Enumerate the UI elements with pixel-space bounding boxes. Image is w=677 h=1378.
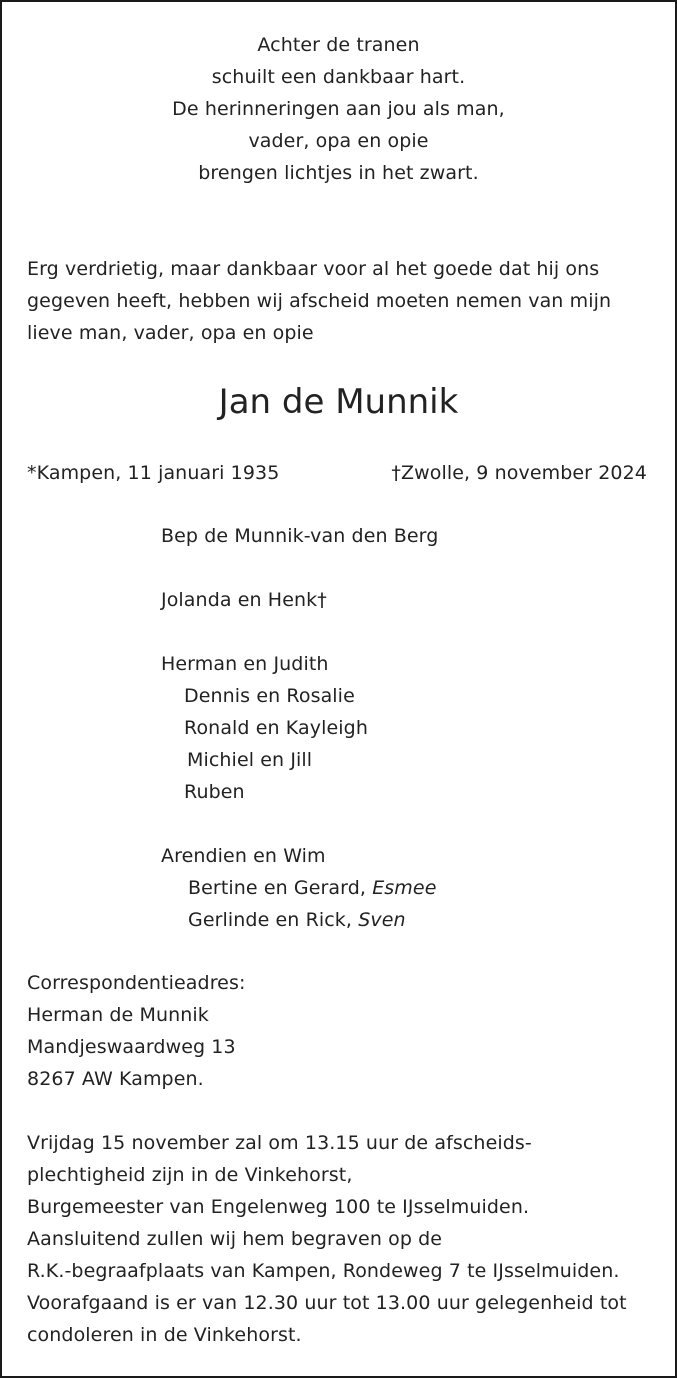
ceremony-line-4: Aansluitend zullen wij hem begraven op de bbox=[27, 1228, 443, 1250]
intro-line-2: gegeven heeft, hebben wij afscheid moeten nemen van mijn bbox=[27, 290, 612, 312]
grandchild-bertine bbox=[188, 872, 437, 904]
intro-line-1: Erg verdrietig, maar dankbaar voor al het goede dat hij ons bbox=[27, 258, 600, 280]
ceremony-line-2: plechtigheid zijn in de Vinkehorst, bbox=[27, 1164, 353, 1186]
grandchild-bertine-couple: Bertine en Gerard, bbox=[188, 877, 373, 899]
ceremony-line-7: condoleren in de Vinkehorst. bbox=[27, 1324, 302, 1346]
grandchild-ronald: Ronald en Kayleigh bbox=[184, 717, 368, 739]
grandchild-michiel: Michiel en Jill bbox=[187, 749, 313, 771]
grandchild-ruben: Ruben bbox=[184, 781, 245, 803]
poem-line-1: Achter de tranen bbox=[257, 34, 420, 56]
great-grandchild-sven: Sven bbox=[358, 909, 406, 931]
ceremony-line-6: Voorafgaand is er van 12.30 uur tot 13.00 uur gelegenheid tot bbox=[27, 1292, 627, 1314]
poem-line-4: vader, opa en opie bbox=[248, 130, 429, 152]
spouse-name: Bep de Munnik-van den Berg bbox=[161, 525, 439, 547]
correspondence-name: Herman de Munnik bbox=[27, 1004, 209, 1026]
poem-line-5: brengen lichtjes in het zwart. bbox=[198, 162, 479, 184]
child-jolanda: Jolanda en Henk† bbox=[161, 589, 327, 611]
correspondence-city: 8267 AW Kampen. bbox=[27, 1068, 204, 1090]
intro-line-3: lieve man, vader, opa en opie bbox=[27, 322, 314, 344]
birth-date: *Kampen, 11 januari 1935 bbox=[27, 462, 280, 484]
child-herman: Herman en Judith bbox=[161, 653, 329, 675]
poem-line-2: schuilt een dankbaar hart. bbox=[211, 66, 466, 88]
ceremony-line-1: Vrijdag 15 november zal om 13.15 uur de afscheids- bbox=[27, 1132, 532, 1154]
child-arendien: Arendien en Wim bbox=[161, 845, 326, 867]
correspondence-street: Mandjeswaardweg 13 bbox=[27, 1036, 236, 1058]
ceremony-line-3: Burgemeester van Engelenweg 100 te IJsselmuiden. bbox=[27, 1196, 530, 1218]
ceremony-line-5: R.K.-begraafplaats van Kampen, Rondeweg 7 te IJsselmuiden. bbox=[27, 1260, 620, 1282]
grandchild-gerlinde bbox=[188, 904, 406, 936]
death-date: †Zwolle, 9 november 2024 bbox=[391, 462, 647, 484]
poem-line-3: De herinneringen aan jou als man, bbox=[172, 98, 505, 120]
grandchild-gerlinde-couple: Gerlinde en Rick, bbox=[188, 909, 359, 931]
correspondence-label: Correspondentieadres: bbox=[27, 972, 246, 994]
grandchild-dennis: Dennis en Rosalie bbox=[184, 685, 355, 707]
great-grandchild-esmee: Esmee bbox=[372, 877, 437, 899]
deceased-name: Jan de Munnik bbox=[218, 382, 459, 422]
